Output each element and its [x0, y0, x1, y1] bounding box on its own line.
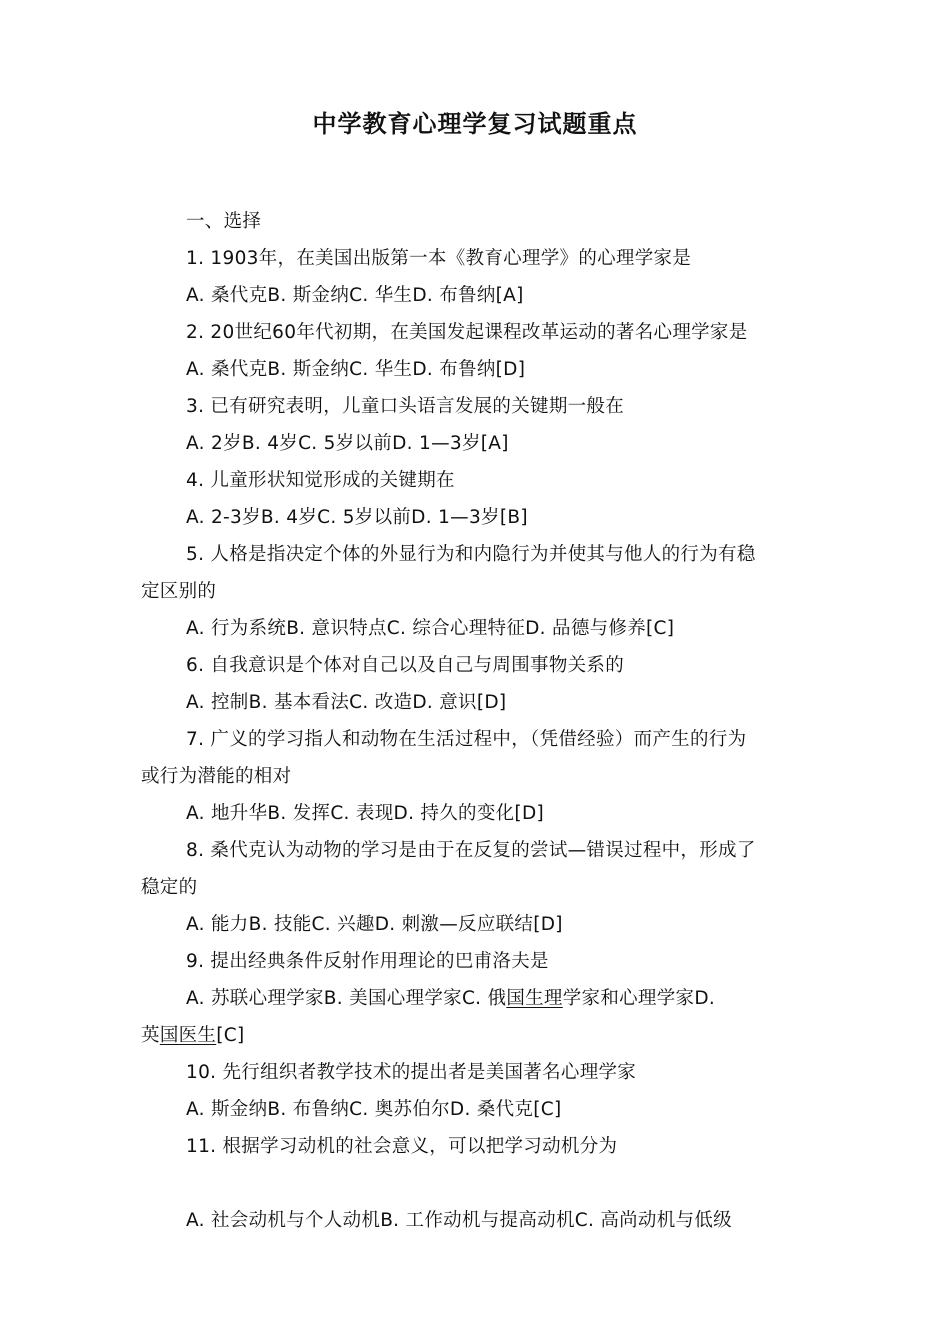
question-6-stem: 6. 自我意识是个体对自己以及自己与周围事物关系的	[186, 655, 625, 676]
question-8-stem-continued: 稳定的	[141, 877, 198, 898]
question-8-stem: 8. 桑代克认为动物的学习是由于在反复的尝试—错误过程中，形成了	[186, 840, 756, 861]
question-4-stem: 4. 儿童形状知觉形成的关键期在	[186, 470, 455, 491]
question-7-options: A. 地升华B. 发挥C. 表现D. 持久的变化[D]	[186, 803, 545, 824]
question-1-options: A. 桑代克B. 斯金纳C. 华生D. 布鲁纳[A]	[186, 285, 524, 306]
underlined-term: 国生理	[506, 988, 563, 1009]
question-4-options: A. 2-3岁B. 4岁C. 5岁以前D. 1—3岁[B]	[186, 507, 528, 528]
question-2-options: A. 桑代克B. 斯金纳C. 华生D. 布鲁纳[D]	[186, 359, 526, 380]
question-3-stem: 3. 已有研究表明，儿童口头语言发展的关键期一般在	[186, 396, 625, 417]
question-9-options-text: 英	[141, 1025, 160, 1046]
question-5-stem: 5. 人格是指决定个体的外显行为和内隐行为并使其与他人的行为有稳	[186, 544, 756, 565]
question-8-options: A. 能力B. 技能C. 兴趣D. 刺激—反应联结[D]	[186, 914, 563, 935]
question-3-options: A. 2岁B. 4岁C. 5岁以前D. 1—3岁[A]	[186, 433, 509, 454]
question-9-options-text: A. 苏联心理学家B. 美国心理学家C. 俄	[186, 988, 507, 1009]
question-11-options: A. 社会动机与个人动机B. 工作动机与提高动机C. 高尚动机与低级	[186, 1210, 732, 1231]
blank-line	[141, 1165, 831, 1202]
question-9-options-text: 学家和心理学家D.	[562, 988, 716, 1009]
question-5-options: A. 行为系统B. 意识特点C. 综合心理特征D. 品德与修养[C]	[186, 618, 675, 639]
question-9-options	[141, 980, 831, 1017]
question-7-stem-continued: 或行为潜能的相对	[141, 766, 292, 787]
question-2-stem: 2. 20世纪60年代初期，在美国发起课程改革运动的著名心理学家是	[186, 322, 748, 343]
question-10-options: A. 斯金纳B. 布鲁纳C. 奥苏伯尔D. 桑代克[C]	[186, 1099, 562, 1120]
question-5-stem-continued: 定区别的	[141, 581, 217, 602]
question-1-stem: 1. 1903年，在美国出版第一本《教育心理学》的心理学家是	[186, 248, 692, 269]
question-9-options-continued	[141, 1017, 831, 1054]
question-10-stem: 10. 先行组织者教学技术的提出者是美国著名心理学家	[186, 1062, 637, 1083]
section-heading: 一、选择	[186, 211, 262, 232]
question-7-stem: 7. 广义的学习指人和动物在生活过程中，（凭借经验）而产生的行为	[186, 729, 747, 750]
underlined-term: 国医生	[159, 1025, 217, 1046]
question-9-answer: [C]	[216, 1025, 245, 1046]
question-11-stem: 11. 根据学习动机的社会意义，可以把学习动机分为	[186, 1136, 618, 1157]
question-6-options: A. 控制B. 基本看法C. 改造D. 意识[D]	[186, 692, 507, 713]
document-body	[141, 203, 831, 1239]
page-title: 中学教育心理学复习试题重点	[312, 109, 638, 138]
question-9-stem: 9. 提出经典条件反射作用理论的巴甫洛夫是	[186, 951, 549, 972]
